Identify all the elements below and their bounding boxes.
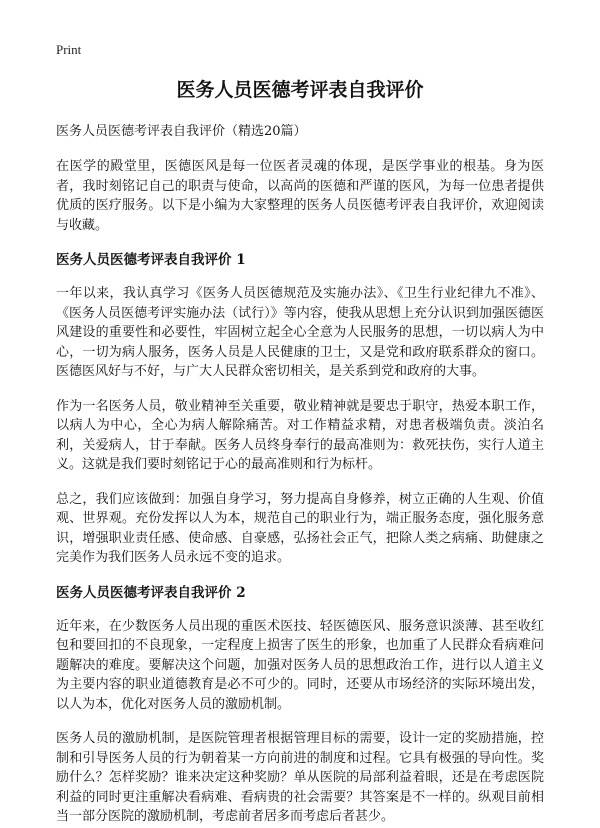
document-subtitle: 医务人员医德考评表自我评价（精选20篇） bbox=[56, 124, 307, 139]
intro-paragraph: 在医学的殿堂里，医德医风是每一位医者灵魂的体现，是医学事业的根基。身为医者，我时刻铭记自己的职责与使命，以高尚的医德和严谨的医风，为每一位患者提供优质的医疗服务。以下是小编为大家整理的医务人员医德考评表自我评价，欢迎阅读与收藏。 bbox=[56, 159, 544, 233]
section-heading: 医务人员医德考评表自我评价 2 bbox=[56, 584, 246, 601]
section-paragraph: 总之，我们应该做到：加强自身学习，努力提高自身修养，树立正确的人生观、价值观、世界观。充份发挥以人为本，规范自己的职业行为，端正服务态度，强化服务意识，增强职业责任感、使命感、自豪感，弘扬社会正气，把除人类之病痛、助健康之完美作为我们医务人员永远不变的追求。 bbox=[56, 491, 544, 565]
section-heading: 医务人员医德考评表自我评价 1 bbox=[56, 252, 246, 268]
document-title: 医务人员医德考评表自我评价 bbox=[176, 79, 424, 101]
section-paragraph: 一年以来，我认真学习《医务人员医德规范及实施办法》、《卫生行业纪律九不准》、《医务人员医德考评实施办法（试行）》等内容，使我从思想上充分认识到加强医德医风建设的重要性和必要性，牢固树立起全心全意为人民服务的思想，一切以病人为中心，一切为病人服务，医务人员是人民健康的卫士，又是党和政府联系群众的窗口。医德医风好与不好，与广大人民群众密切相关，是关系到党和政府的大事。 bbox=[56, 286, 544, 379]
print-link[interactable]: Print bbox=[56, 42, 82, 57]
section-paragraph: 近年来，在少数医务人员出现的重医术医技、轻医德医风、服务意识淡薄、甚至收红包和要回扣的不良现象，一定程度上损害了医生的形象，也加重了人民群众看病难问题解决的难度。要解决这个问题，加强对医务人员的思想政治工作，进行以人道主义为主要内容的职业道德教育是必不可少的。同时，还要从市场经济的实际环境出发，以人为本，优化对医务人员的激励机制。 bbox=[56, 618, 544, 712]
section-paragraph: 作为一名医务人员，敬业精神至关重要，敬业精神就是要忠于职守，热爱本职工作，以病人为中心，全心为病人解除痛苦。对工作精益求精，对患者极端负责。淡泊名利，关爱病人，甘于奉献。医务人员终身奉行的最高准则为：救死扶伤，实行人道主义。这就是我们要时刻铭记于心的最高准则和行为标杆。 bbox=[56, 398, 544, 472]
section-paragraph: 医务人员的激励机制，是医院管理者根据管理目标的需要，设计一定的奖励措施，控制和引导医务人员的行为朝着某一方向前进的制度和过程。它具有极强的导向性。奖励什么？怎样奖励？谁来决定这种奖励？单从医院的局部利益着眼，还是在考虑医院利益的同时更注重解决看病难、看病贵的社会需要？其答案是不一样的。纵观目前相当一部分医院的激励机制，考虑前者居多而考虑后者甚少。 bbox=[56, 731, 544, 824]
section-2 bbox=[56, 583, 544, 827]
section-1 bbox=[56, 250, 544, 568]
